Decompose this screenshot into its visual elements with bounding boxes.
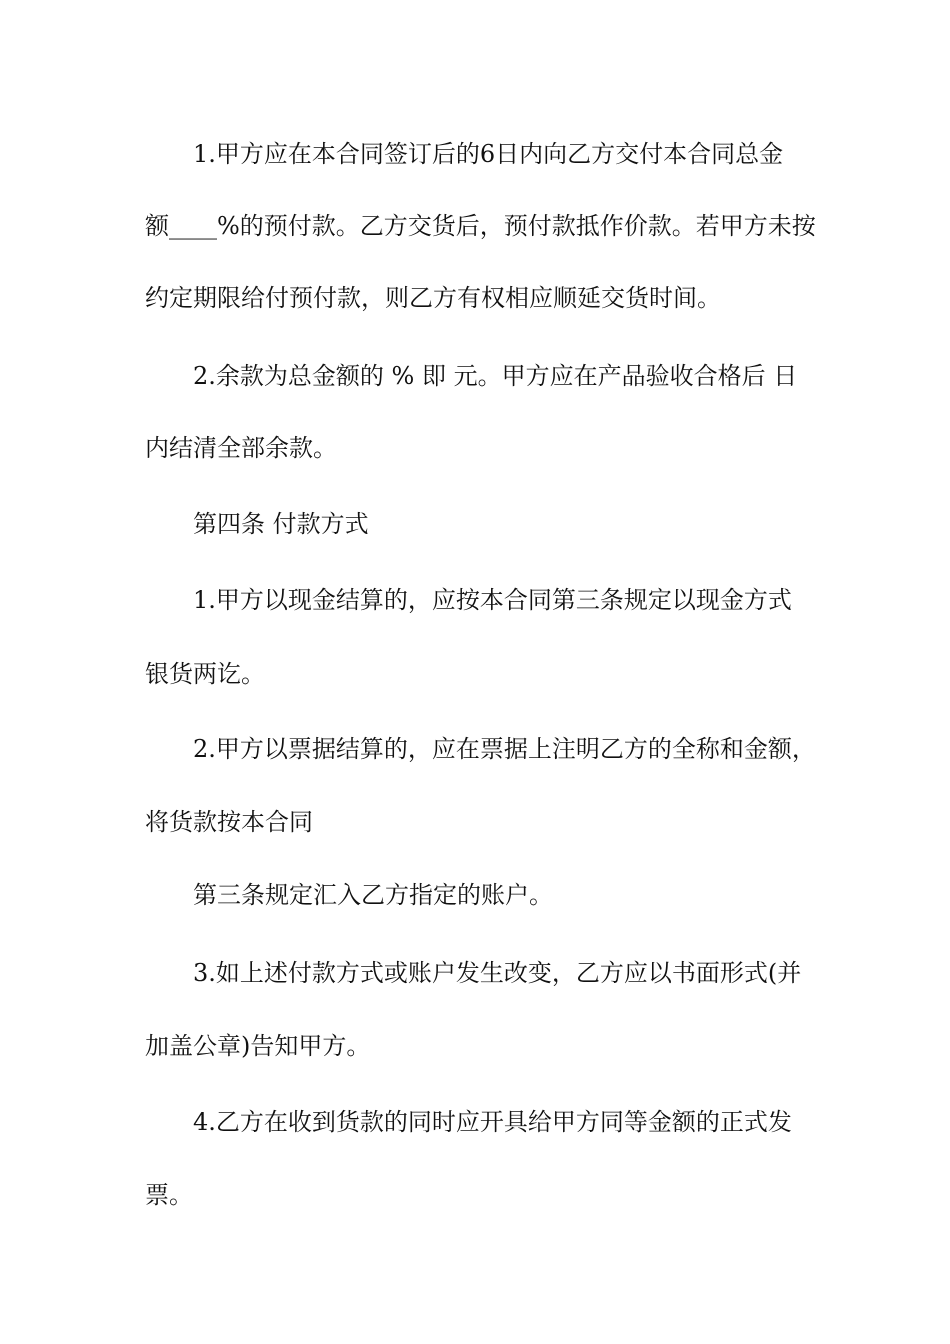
section-heading: 第四条 付款方式	[193, 510, 369, 538]
paragraph-line: 2.甲方以票据结算的，应在票据上注明乙方的全称和金额，	[193, 735, 816, 763]
paragraph-line: 加盖公章)告知甲方。	[145, 1032, 371, 1060]
paragraph-line: 票。	[145, 1181, 193, 1209]
paragraph-line: 3.如上述付款方式或账户发生改变，乙方应以书面形式(并	[193, 959, 802, 987]
paragraph-line: 银货两讫。	[145, 660, 265, 688]
paragraph-line: 将货款按本合同	[145, 808, 313, 836]
paragraph-line: 4.乙方在收到货款的同时应开具给甲方同等金额的正式发	[193, 1108, 792, 1136]
paragraph-line: 1.甲方以现金结算的，应按本合同第三条规定以现金方式	[193, 586, 792, 614]
paragraph-line: 2.余款为总金额的 % 即 元。甲方应在产品验收合格后 日	[193, 362, 798, 390]
paragraph-line: 第三条规定汇入乙方指定的账户。	[193, 881, 553, 909]
paragraph-line: 内结清全部余款。	[145, 434, 337, 462]
paragraph-line: 约定期限给付预付款，则乙方有权相应顺延交货时间。	[145, 284, 721, 312]
paragraph-line: 额____%的预付款。乙方交货后，预付款抵作价款。若甲方未按	[145, 212, 816, 240]
paragraph-line: 1.甲方应在本合同签订后的6日内向乙方交付本合同总金	[193, 140, 784, 168]
